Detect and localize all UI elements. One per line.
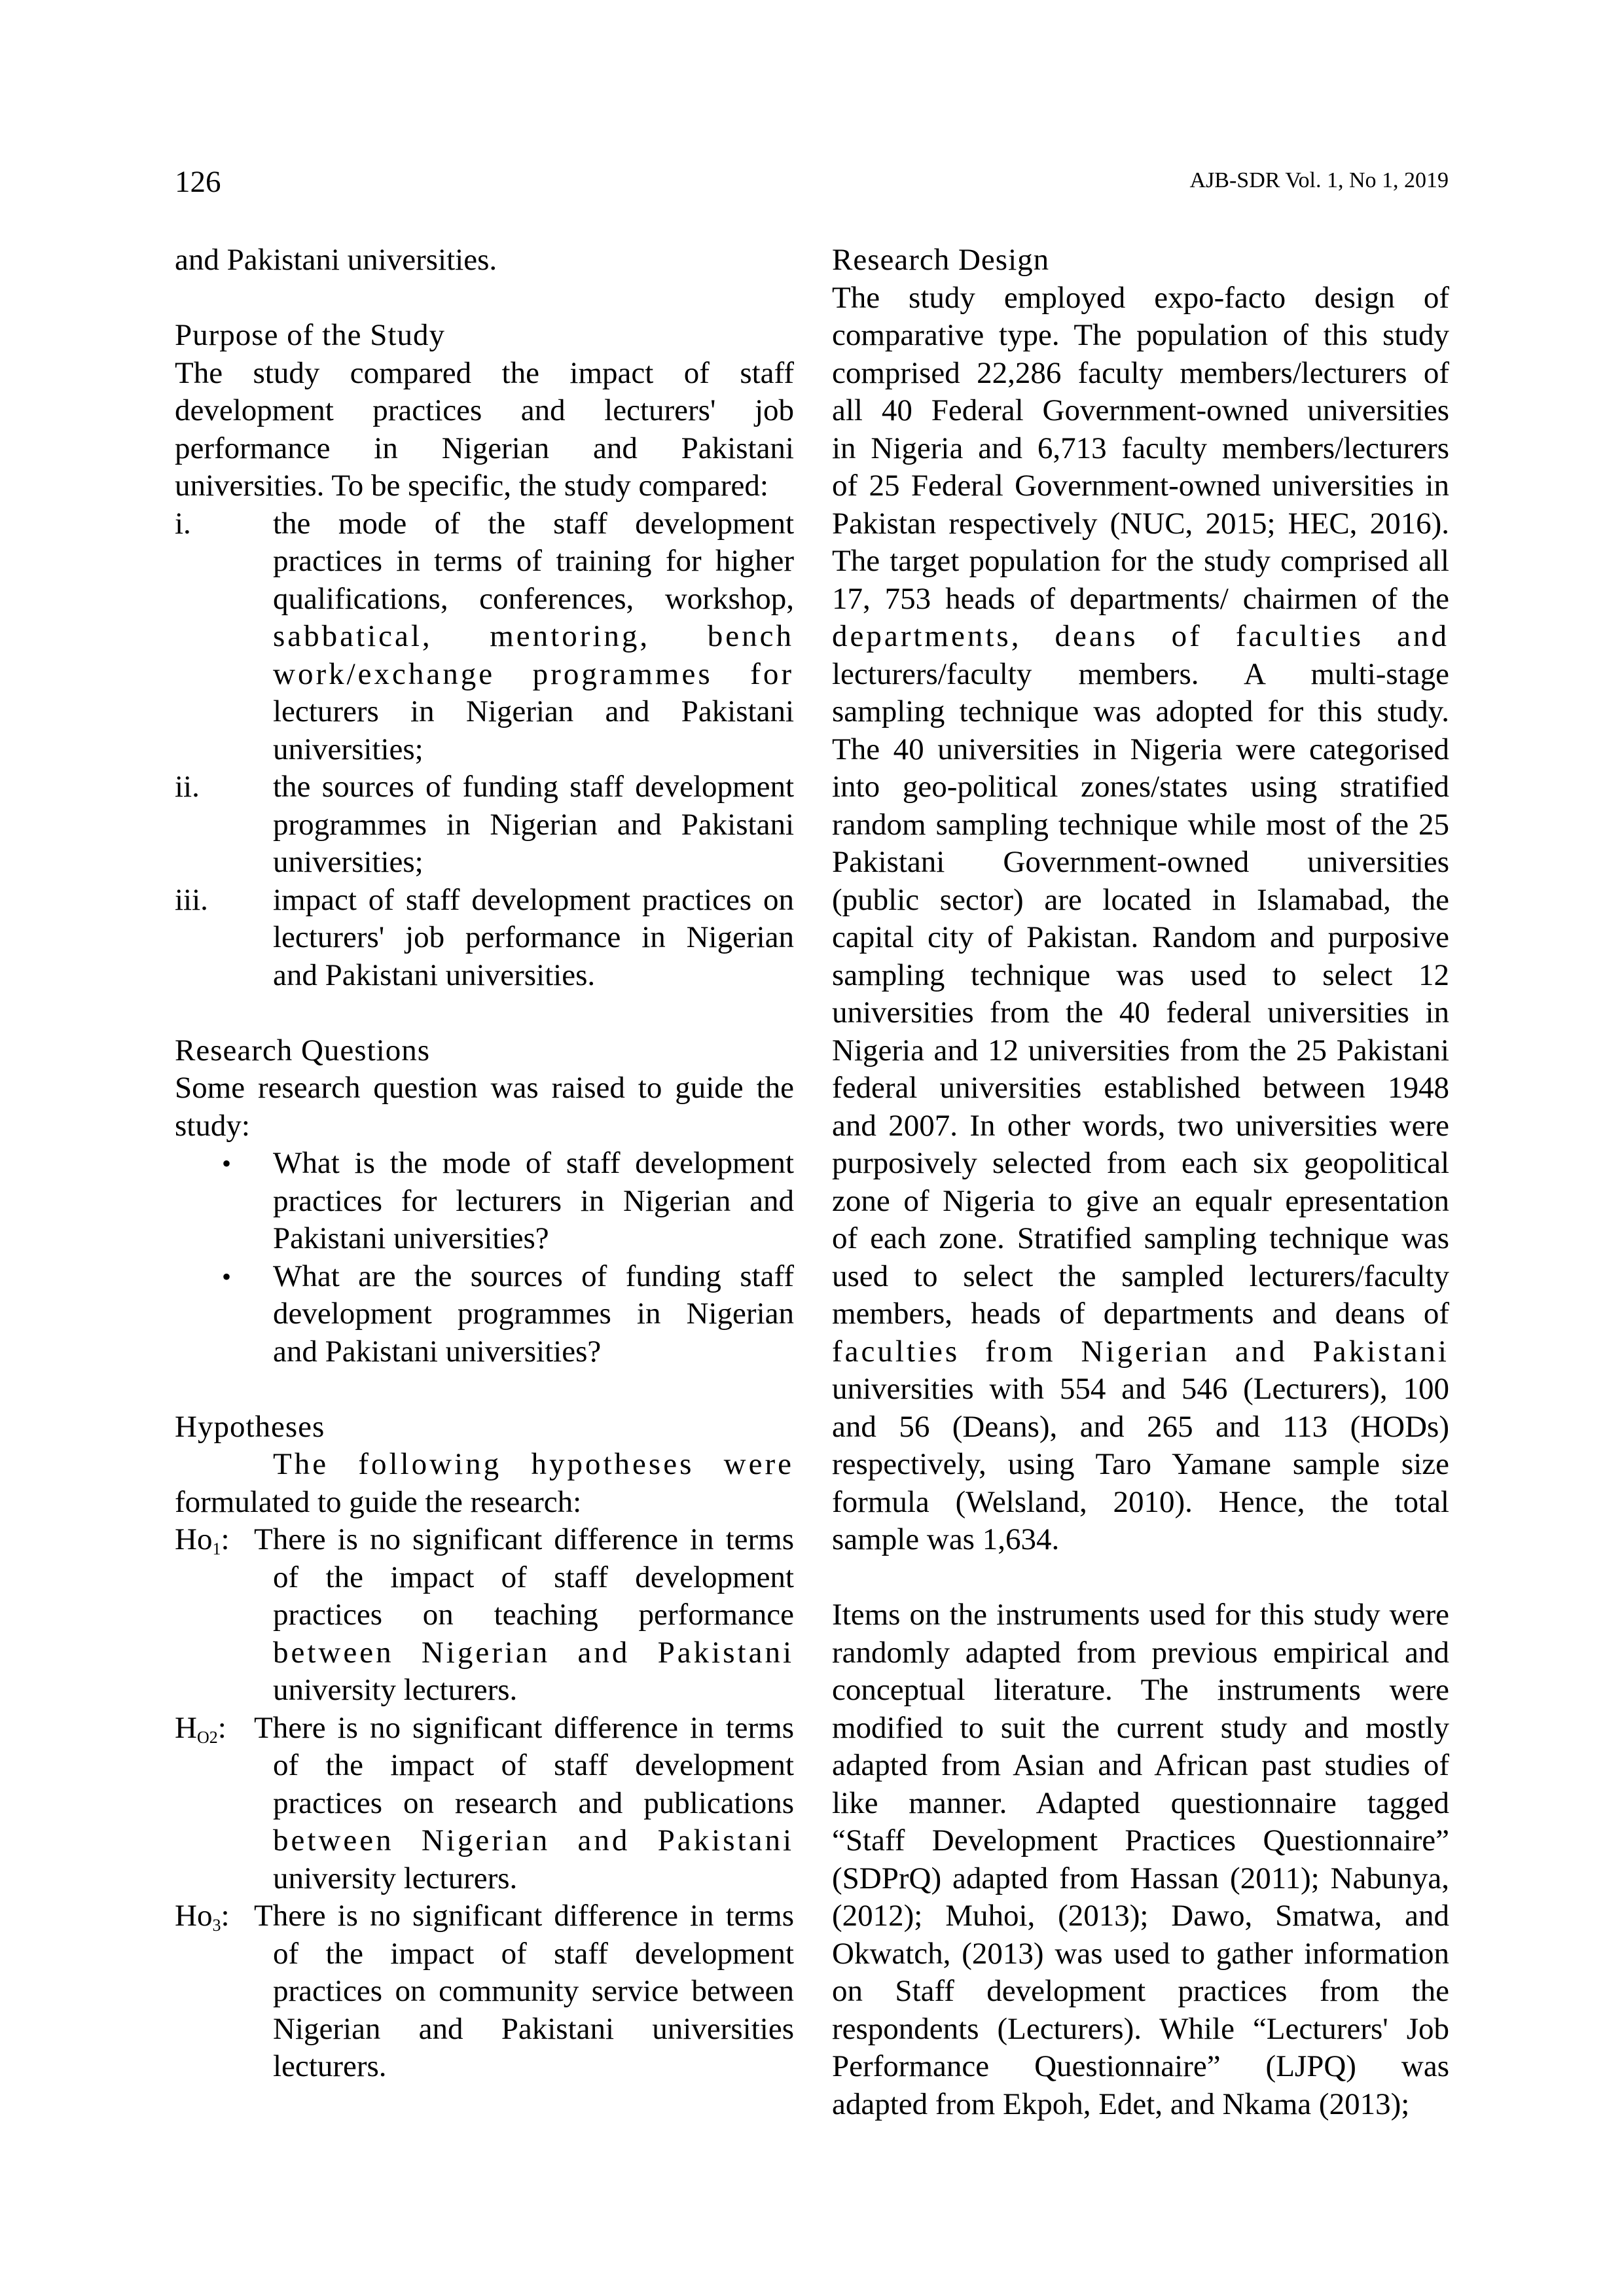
list-item-line: universities; xyxy=(273,732,424,766)
hypothesis-line: There is no significant difference in terms xyxy=(254,1522,794,1556)
hypothesis-line: practices on teaching performance xyxy=(273,1598,794,1632)
list-marker: i. xyxy=(175,506,191,541)
hypothesis-line: of the impact of staff development xyxy=(273,1748,794,1782)
hypothesis-line: There is no significant difference in terms xyxy=(254,1899,794,1933)
paragraph-line: like manner. Adapted questionnaire tagged xyxy=(832,1785,1449,1820)
hypothesis-line: Nigerian and Pakistani universities xyxy=(273,2011,794,2046)
paragraph-line: Pakistan respectively (NUC, 2015; HEC, 2016). xyxy=(832,506,1449,541)
paragraph-line: randomly adapted from previous empirical and xyxy=(832,1635,1449,1670)
spacer xyxy=(175,1371,794,1408)
hypothesis-line: There is no significant difference in terms xyxy=(254,1710,794,1745)
paragraph-line: (public sector) are located in Islamabad, the xyxy=(832,882,1449,917)
paragraph-line: adapted from Asian and African past studies of xyxy=(832,1748,1449,1782)
paragraph-line: The study employed expo-facto design of xyxy=(832,280,1449,315)
paragraph-line: respectively, using Taro Yamane sample size xyxy=(832,1447,1449,1481)
paragraph-line: Items on the instruments used for this study were xyxy=(832,1598,1449,1632)
paragraph-line: The study compared the impact of staff xyxy=(175,355,794,390)
list-item-line: sabbatical, mentoring, bench xyxy=(273,619,794,653)
bullet-icon: • xyxy=(222,1149,232,1178)
section-heading-hypotheses: Hypotheses xyxy=(175,1409,325,1444)
hypothesis-line: practices on research and publications xyxy=(273,1785,794,1820)
left-column xyxy=(175,242,794,2086)
paragraph-line: into geo-political zones/states using stratified xyxy=(832,770,1449,804)
continuation-text: and Pakistani universities. xyxy=(175,243,497,277)
paragraph-line: sampling technique was adopted for this study. xyxy=(832,694,1449,728)
paragraph-line: capital city of Pakistan. Random and purposive xyxy=(832,920,1449,954)
paragraph-line: Some research question was raised to guide the xyxy=(175,1071,794,1105)
spacer xyxy=(175,279,794,317)
hypothesis-line: lecturers. xyxy=(273,2049,387,2083)
list-item-line: Pakistani universities? xyxy=(273,1221,549,1255)
paragraph-line: members, heads of departments and deans of xyxy=(832,1297,1449,1331)
list-marker: ii. xyxy=(175,770,200,804)
list-item-line: and Pakistani universities. xyxy=(273,958,596,992)
list-item-line: practices for lecturers in Nigerian and xyxy=(273,1183,794,1218)
hypotheses-section xyxy=(175,1408,794,2086)
list-item-line: qualifications, conferences, workshop, xyxy=(273,581,794,616)
paragraph-line: sampling technique was used to select 12 xyxy=(832,958,1449,992)
list-item-line: lecturers' job performance in Nigerian xyxy=(273,920,794,954)
list-item-line: and Pakistani universities? xyxy=(273,1334,602,1369)
research-design-section xyxy=(832,242,1449,2123)
research-design-paragraph-2 xyxy=(832,1596,1449,2123)
list-item-line: practices in terms of training for higher xyxy=(273,544,794,578)
paragraph-line: comprised 22,286 faculty members/lecturers of xyxy=(832,355,1449,390)
paragraph-line: Pakistani Government-owned universities xyxy=(832,845,1449,879)
right-column xyxy=(832,242,1449,2123)
paragraph-line: of each zone. Stratified sampling technique was xyxy=(832,1221,1449,1255)
paragraph-line: conceptual literature. The instruments were xyxy=(832,1673,1449,1707)
paragraph-line: universities from the 40 federal universities in xyxy=(832,996,1449,1030)
paragraph-line: The target population for the study comprised all xyxy=(832,544,1449,578)
paragraph-line: on Staff development practices from the xyxy=(832,1974,1449,2008)
hypothesis-label: $Ho_3$: xyxy=(175,1899,230,1935)
section-heading-purpose: Purpose of the Study xyxy=(175,318,445,352)
paragraph-line: Nigeria and 12 universities from the 25 Pakistani xyxy=(832,1033,1449,1067)
hypothesis-line: of the impact of staff development xyxy=(273,1936,794,1971)
research-questions-section xyxy=(175,1032,794,1371)
list-item-line: development programmes in Nigerian xyxy=(273,1297,794,1331)
paragraph-line: all 40 Federal Government-owned universities xyxy=(832,393,1449,427)
hypothesis-line: university lecturers. xyxy=(273,1673,518,1707)
paragraph-line: formulated to guide the research: xyxy=(175,1484,582,1519)
list-item-line: What are the sources of funding staff xyxy=(273,1259,794,1293)
section-heading-research-design: Research Design xyxy=(832,243,1050,277)
paragraph-line: of 25 Federal Government-owned universities in xyxy=(832,469,1449,503)
paragraph-line: comparative type. The population of this study xyxy=(832,318,1449,352)
paragraph-line: faculties from Nigerian and Pakistani xyxy=(832,1334,1449,1369)
paragraph-line: and 56 (Deans), and 265 and 113 (HODs) xyxy=(832,1409,1449,1444)
paragraph-line: purposively selected from each six geopolitical xyxy=(832,1146,1449,1180)
spacer xyxy=(175,994,794,1032)
paragraph-line: Okwatch, (2013) was used to gather information xyxy=(832,1936,1449,1971)
research-question-2 xyxy=(175,1258,794,1371)
hypothesis-label: $H_{O2}$: xyxy=(175,1710,226,1747)
hypothesis-line: practices on community service between xyxy=(273,1974,794,2008)
paragraph-line: 17, 753 heads of departments/ chairmen of the xyxy=(832,581,1449,616)
objective-item-i xyxy=(175,505,794,769)
objective-item-ii xyxy=(175,768,794,882)
list-item-line: the mode of the staff development xyxy=(273,506,794,541)
paragraph-line: development practices and lecturers' job xyxy=(175,393,794,427)
list-item-line: impact of staff development practices on xyxy=(273,882,794,917)
list-item-line: What is the mode of staff development xyxy=(273,1146,794,1180)
paragraph-line: (2012); Muhoi, (2013); Dawo, Smatwa, and xyxy=(832,1899,1449,1933)
research-design-paragraph-1 xyxy=(832,279,1449,1559)
paragraph-line: (SDPrQ) adapted from Hassan (2011); Nabunya, xyxy=(832,1861,1449,1895)
list-item-line: lecturers in Nigerian and Pakistani xyxy=(273,694,794,728)
list-item-line: universities; xyxy=(273,845,424,879)
hypothesis-line: of the impact of staff development xyxy=(273,1560,794,1594)
paragraph-line: and 2007. In other words, two universities were xyxy=(832,1108,1449,1143)
hypothesis-1 xyxy=(175,1521,794,1710)
paragraph-line: “Staff Development Practices Questionnaire” xyxy=(832,1823,1449,1857)
paragraph-line: federal universities established between 1948 xyxy=(832,1071,1449,1105)
section-heading-research-questions: Research Questions xyxy=(175,1033,430,1067)
hypothesis-2 xyxy=(175,1710,794,1898)
objective-item-iii xyxy=(175,882,794,995)
paragraph-line: in Nigeria and 6,713 faculty members/lecturers xyxy=(832,431,1449,465)
research-question-1 xyxy=(175,1145,794,1258)
paragraph-line: random sampling technique while most of the 25 xyxy=(832,807,1449,842)
bullet-icon: • xyxy=(222,1261,232,1291)
purpose-section xyxy=(175,317,794,994)
paragraph-line: Performance Questionnaire” (LJPQ) was xyxy=(832,2049,1449,2083)
list-item-line: work/exchange programmes for xyxy=(273,656,794,691)
paragraph-line: formula (Welsland, 2010). Hence, the total xyxy=(832,1484,1449,1519)
spacer xyxy=(832,1559,1449,1597)
paragraph-line: sample was 1,634. xyxy=(832,1522,1060,1556)
paragraph-line: universities with 554 and 546 (Lecturers), 100 xyxy=(832,1372,1449,1406)
paragraph-line: The 40 universities in Nigeria were categorised xyxy=(832,732,1449,766)
paragraph-line: zone of Nigeria to give an equalr epresentation xyxy=(832,1183,1449,1218)
hypothesis-line: between Nigerian and Pakistani xyxy=(273,1823,794,1857)
paragraph-line: performance in Nigerian and Pakistani xyxy=(175,431,794,465)
paragraph-line: modified to suit the current study and mostly xyxy=(832,1710,1449,1745)
paragraph-line: lecturers/faculty members. A multi-stage xyxy=(832,656,1449,691)
hypothesis-3 xyxy=(175,1897,794,2086)
paragraph-line: adapted from Ekpoh, Edet, and Nkama (2013); xyxy=(832,2087,1410,2121)
list-item-line: programmes in Nigerian and Pakistani xyxy=(273,807,794,842)
hypothesis-line: between Nigerian and Pakistani xyxy=(273,1635,794,1670)
paragraph-line: used to select the sampled lecturers/faculty xyxy=(832,1259,1449,1293)
list-item-line: the sources of funding staff development xyxy=(273,770,794,804)
hypothesis-line: university lecturers. xyxy=(273,1861,518,1895)
running-header: AJB-SDR Vol. 1, No 1, 2019 xyxy=(1189,168,1449,192)
page-number: 126 xyxy=(175,165,221,199)
paragraph-line: respondents (Lecturers). While “Lecturers' Job xyxy=(832,2011,1449,2046)
paragraph-line: departments, deans of faculties and xyxy=(832,619,1449,653)
paragraph-line: The following hypotheses were xyxy=(273,1447,794,1481)
paragraph-line: study: xyxy=(175,1108,250,1143)
list-marker: iii. xyxy=(175,882,208,917)
hypothesis-label: $Ho_1$: xyxy=(175,1522,230,1558)
paragraph-line: universities. To be specific, the study compared: xyxy=(175,469,768,503)
